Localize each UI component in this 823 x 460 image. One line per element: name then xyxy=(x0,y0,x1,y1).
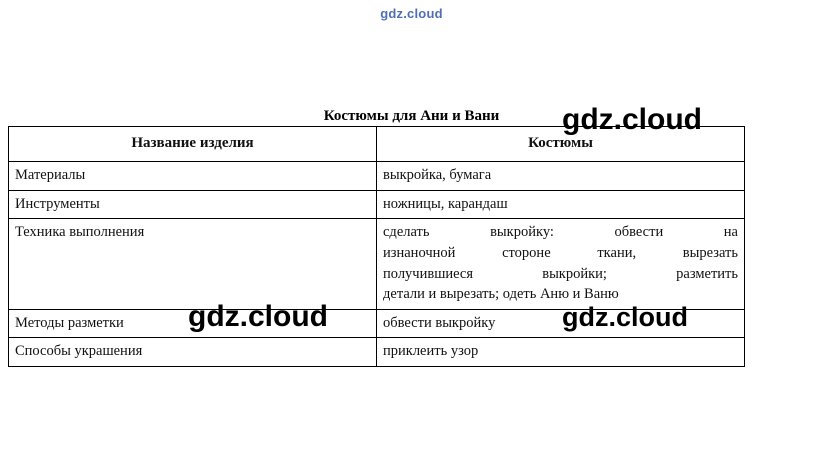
table-row xyxy=(9,338,745,367)
row-value-materials: выкройка, бумага xyxy=(377,162,745,191)
technique-line: изнаночной стороне ткани, вырезать xyxy=(383,245,738,262)
technique-line: получившиеся выкройки; разметить xyxy=(383,265,738,282)
table-header-cell-costumes: Костюмы xyxy=(377,127,745,162)
row-value-marking-methods: обвести выкройку xyxy=(377,309,745,338)
costumes-table xyxy=(8,126,745,367)
row-value-technique xyxy=(377,219,745,309)
row-label-tools: Инструменты xyxy=(9,190,377,219)
technique-line: сделать выкройку: обвести на xyxy=(383,224,738,241)
table-row xyxy=(9,219,745,309)
row-label-decoration-methods: Способы украшения xyxy=(9,338,377,367)
row-label-marking-methods: Методы разметки xyxy=(9,309,377,338)
row-label-materials: Материалы xyxy=(9,162,377,191)
table-row xyxy=(9,190,745,219)
page-title: Костюмы для Ани и Вани xyxy=(323,108,500,124)
table-header-row xyxy=(9,127,745,162)
watermark: gdz.cloud xyxy=(188,300,328,333)
site-logo: gdz.cloud xyxy=(380,6,443,21)
table-header-cell-name: Название изделия xyxy=(9,127,377,162)
row-value-tools: ножницы, карандаш xyxy=(377,190,745,219)
table-row xyxy=(9,309,745,338)
table-container xyxy=(8,126,738,367)
row-value-decoration-methods: приклеить узор xyxy=(377,338,745,367)
table-row xyxy=(9,162,745,191)
watermark: gdz.cloud xyxy=(562,302,688,332)
technique-line: детали и вырезать; одеть Аню и Ваню xyxy=(383,286,619,303)
row-label-technique: Техника выполнения xyxy=(9,219,377,309)
watermark: gdz.cloud xyxy=(562,103,702,136)
